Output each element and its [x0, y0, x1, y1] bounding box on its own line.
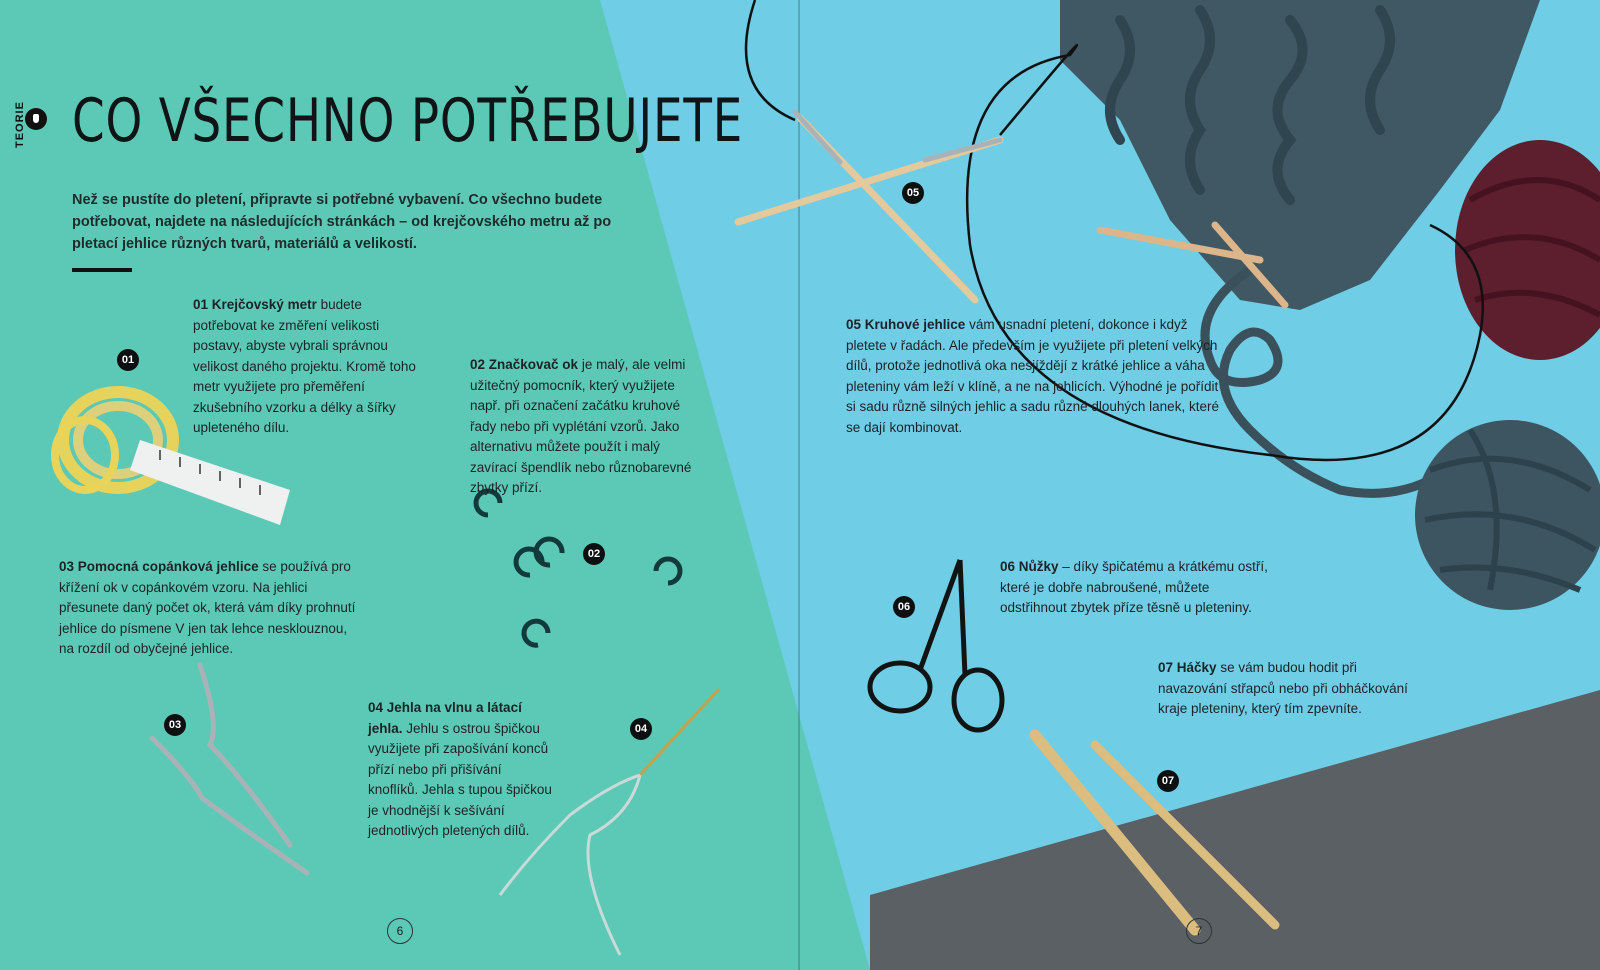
badge-06: 06 — [893, 596, 915, 618]
item-body: se vám budou hodit při navazování střapců nebo při obháčkování kraje pleteniny, který tím zpevníte. — [1158, 660, 1408, 716]
item-heading: 02 Značkovač ok — [470, 357, 579, 372]
item-scissors — [1000, 557, 1275, 619]
page-number-right: 7 — [1186, 918, 1212, 944]
page-title: CO VŠECHNO POTŘEBUJETE — [72, 86, 744, 156]
item-body: je malý, ale velmi užitečný pomocník, který využijete např. při označení začátku kruhové řady nebo při vyplétání vzorů. Jako alternativu můžete použít i malý zavírací špendlík nebo různobarevné zbytky přízí. — [470, 357, 692, 495]
intro-paragraph: Než se pustíte do pletení, připravte si potřebné vybavení. Co všechno budete potřebovat, najdete na následujících stránkách – od krejčovského metru až po pletací jehlice různých tvarů, materiálů a velikostí. — [72, 192, 612, 252]
item-heading: 01 Krejčovský metr — [193, 297, 317, 312]
item-body: Jehlu s ostrou špičkou využijete při zapošívání konců přízí nebo při přišívání knoflíků. Jehla s tupou špičkou je vhodnější k sešívání jednotlivých pletených dílů. — [368, 720, 552, 838]
item-heading: 05 Kruhové jehlice — [846, 317, 966, 332]
item-heading: 06 Nůžky — [1000, 559, 1059, 574]
item-crochet-hooks — [1158, 658, 1423, 720]
badge-03: 03 — [164, 714, 186, 736]
item-body: budete potřebovat ke změření velikosti postavy, abyste vybrali správnou velikost daného projektu. Kromě toho metr využijete pro přeměření zkušebního vzorku a délky a šířky upleteného dílu. — [193, 297, 416, 435]
item-tape-measure — [193, 295, 418, 439]
badge-02: 02 — [583, 543, 605, 565]
yarn-ball-grey-image — [1415, 420, 1600, 610]
section-icon — [25, 108, 47, 130]
badge-01: 01 — [117, 349, 139, 371]
item-body: se používá pro křížení ok v copánkovém vzoru. Na jehlici přesunete daný počet ok, která vám díky prohnutí jehlice do písmene V jen tak lehce nesklouznou, na rozdíl od obyčejné jehlice. — [59, 559, 356, 656]
item-body: vám usnadní pletení, dokonce i když pletete v řadách. Ale především je využijete při pletení velkých dílů, protože jednotlivá oka nesjíždějí z krátké jehlice a váha pleteniny vám leží v klíně, a ne na jehlicích. Výhodné je pořídit si sadu různě silných jehlic a sadu různě dlouhých lanek, které se dají kombinovat. — [846, 317, 1219, 435]
item-body: – díky špičatému a krátkému ostří, které je dobře nabroušené, můžete odstřihnout zbytek příze těsně u pleteniny. — [1000, 559, 1268, 615]
item-darning-needle — [368, 698, 553, 842]
item-stitch-marker — [470, 355, 700, 499]
title-rule — [72, 268, 132, 272]
badge-07: 07 — [1157, 770, 1179, 792]
page-number-left: 6 — [387, 918, 413, 944]
badge-05: 05 — [902, 182, 924, 204]
item-cable-needle — [59, 557, 364, 660]
section-label: TEORIE — [14, 101, 26, 148]
item-heading: 03 Pomocná copánková jehlice — [59, 559, 259, 574]
item-circular-needles — [846, 315, 1226, 438]
badge-04: 04 — [630, 718, 652, 740]
item-heading: 07 Háčky — [1158, 660, 1217, 675]
item-heading: 04 Jehla na vlnu a látací jehla. — [368, 700, 522, 736]
